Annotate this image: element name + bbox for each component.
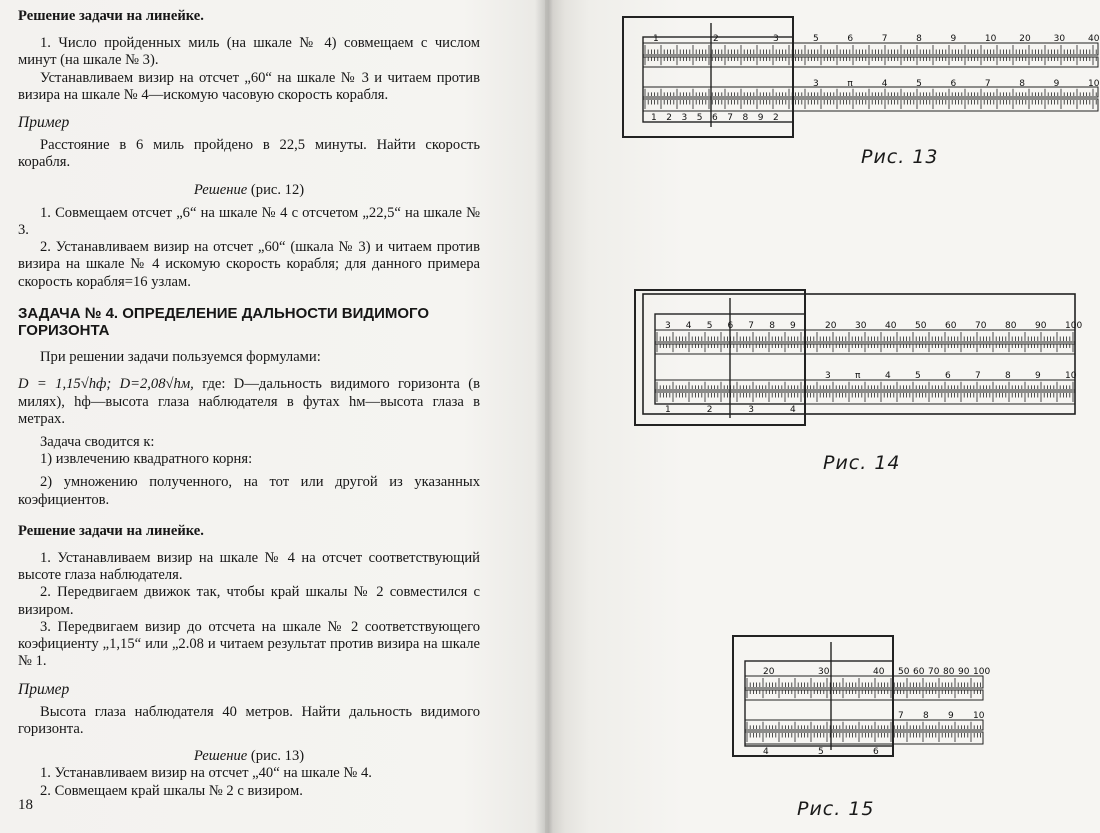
- upper-stator-label: 90: [958, 667, 970, 677]
- solution-2-step1: 1. Устанавливаем визир на отсчет „40“ на шкале № 4.: [40, 765, 372, 782]
- slide-rule-13-svg: [623, 17, 1098, 137]
- lower-stator-label: 6: [950, 79, 957, 89]
- lower-slide-label: 3: [748, 405, 755, 415]
- upper-stator-label: 40: [885, 321, 897, 331]
- lower-stator-label: π: [855, 371, 861, 381]
- solution-1-ref: (рис. 12): [250, 181, 305, 198]
- upper-stator-label: 8: [916, 34, 922, 44]
- lower-slide-label: 2: [773, 113, 779, 123]
- formulas-intro: При решении задачи пользуемся формулами:: [40, 349, 321, 366]
- lower-slide-label: 8: [742, 113, 749, 123]
- upper-slide-label: 2: [713, 34, 719, 44]
- upper-slide-label: 7: [748, 321, 755, 331]
- step-1b: Устанавливаем визир на отсчет „60“ на шкале № 3 и читаем против визира на шкале № 4—искомую часовую скорость корабля.: [18, 69, 480, 103]
- solution-2-label: Решение: [193, 748, 248, 765]
- upper-slide-label: 8: [769, 321, 775, 331]
- formula-paragraph: [18, 376, 480, 428]
- lower-slide-label: 7: [727, 113, 734, 123]
- solution-heading-1: Решение задачи на линейке.: [18, 8, 204, 24]
- lower-slide-label: 2: [666, 113, 673, 123]
- lower-slide-label: 5: [696, 113, 703, 123]
- upper-slide-label: 1: [653, 34, 659, 44]
- solution-2-heading: [18, 748, 480, 765]
- upper-stator-label: 60: [913, 667, 925, 677]
- upper-slide-label: 4: [685, 321, 692, 331]
- lower-stator-label: 5: [916, 79, 922, 89]
- upper-slide-label: 3: [665, 321, 671, 331]
- ruler-step-3: 3. Передвигаем визир до отсчета на шкале № 2 соответствующего коэфициенту „1,15“ или „2.08 и читаем результат против визира на шкале № 1.: [18, 618, 480, 670]
- lower-stator-label: 7: [898, 711, 904, 721]
- upper-stator-label: 70: [975, 321, 987, 331]
- solution-1-step2: 2. Устанавливаем визир на отсчет „60“ (шкала № 3) и читаем против визира на шкале № 4 искомую скорость корабля; для данного примера скорость корабля=16 узлам.: [18, 239, 480, 290]
- upper-stator-label: 90: [1035, 321, 1047, 331]
- upper-slide-label: 30: [818, 667, 830, 677]
- upper-slide-label: 9: [790, 321, 796, 331]
- step-1a: 1. Число пройденных миль (на шкале № 4) совмещаем с числом минут (на шкале № 3).: [18, 35, 480, 69]
- upper-stator-label: 20: [825, 321, 837, 331]
- upper-stator-label: 100: [973, 667, 991, 677]
- formula: D = 1,15√hф; D=2,08√hм,: [18, 376, 194, 393]
- lower-stator-label: π: [847, 79, 853, 89]
- upper-slide-label: 6: [727, 321, 734, 331]
- example-2-label: Пример: [18, 680, 70, 698]
- solution-1-step1: 1. Совмещаем отсчет „6“ на шкале № 4 с отсчетом „22,5“ на шкале № 3.: [18, 204, 480, 239]
- lower-slide-label: 5: [818, 747, 824, 757]
- lower-stator-label: 4: [881, 79, 888, 89]
- reduce-item-1: 1) извлечению квадратного корня:: [40, 451, 253, 468]
- ruler-step-1: 1. Устанавливаем визир на шкале № 4 на отсчет соответствующий высоте глаза наблюдателя.: [18, 550, 480, 584]
- upper-stator-label: 50: [898, 667, 910, 677]
- book-spine-shadow: [535, 0, 565, 833]
- slide-rule-14-svg: [635, 290, 1083, 425]
- upper-slide-label: 40: [873, 667, 885, 677]
- solution-heading-2: Решение задачи на линейке.: [18, 522, 204, 539]
- upper-slide-label: 20: [763, 667, 775, 677]
- lower-slide-label: 2: [706, 405, 713, 415]
- lower-stator-label: 4: [885, 371, 891, 381]
- lower-slide-label: 6: [712, 113, 718, 123]
- upper-stator-label: 5: [813, 34, 819, 44]
- lower-stator-label: 8: [1005, 371, 1011, 381]
- lower-slide-label: 6: [873, 747, 879, 757]
- lower-stator-label: 8: [1019, 79, 1026, 89]
- task-title-line1: ЗАДАЧА № 4. ОПРЕДЕЛЕНИЕ ДАЛЬНОСТИ ВИДИМОГО: [18, 304, 430, 322]
- reduce-item-2: 2) умножению полученного, на тот или другой из указанных коэфициентов.: [18, 474, 480, 508]
- lower-slide-label: 9: [757, 113, 764, 123]
- figure-15-caption: Рис. 15: [797, 798, 875, 820]
- solution-1-heading: [18, 182, 480, 199]
- upper-stator-label: 30: [855, 321, 867, 331]
- lower-stator-label: 6: [945, 371, 951, 381]
- upper-stator-label: 40: [1088, 34, 1100, 44]
- example-1-text: Расстояние в 6 миль пройдено в 22,5 минуты. Найти скорость корабля.: [18, 137, 480, 171]
- upper-stator-label: 10: [984, 34, 997, 44]
- lower-stator-label: 7: [975, 371, 981, 381]
- lower-slide-label: 4: [790, 405, 796, 415]
- upper-stator-label: 6: [847, 34, 854, 44]
- slide-rule-figure-14: [635, 290, 1083, 425]
- example-1-label: Пример: [18, 114, 70, 132]
- upper-stator-label: 70: [928, 667, 940, 677]
- slide-rule-figure-15: [733, 636, 991, 757]
- right-page: [545, 0, 1100, 833]
- lower-stator-label: 3: [825, 371, 831, 381]
- formula-explain: где: D—дальность видимого горизонта (в милях), hф—высота глаза наблюдателя в футах hм—высота глаза в метрах.: [18, 376, 480, 427]
- upper-stator-label: 20: [1019, 34, 1031, 44]
- reduces-to: Задача сводится к:: [40, 434, 155, 451]
- slide-rule-figure-13: [623, 17, 1098, 137]
- lower-stator-label: 8: [923, 711, 929, 721]
- lower-slide-label: 1: [665, 405, 671, 415]
- figure-13-caption: Рис. 13: [861, 146, 939, 168]
- lower-slide-label: 4: [763, 747, 769, 757]
- upper-stator-label: 80: [1005, 321, 1017, 331]
- upper-stator-label: 7: [881, 34, 888, 44]
- lower-stator-label: 10: [1065, 371, 1077, 381]
- lower-stator-label: 7: [984, 79, 991, 89]
- left-page: [0, 0, 545, 833]
- lower-stator-label: 10: [973, 711, 985, 721]
- upper-stator-label: 60: [945, 321, 957, 331]
- slide-rule-15-svg: [733, 636, 991, 757]
- ruler-step-2: 2. Передвигаем движок так, чтобы край шкалы № 2 совместился с визиром.: [18, 584, 480, 618]
- upper-slide-label: 5: [706, 321, 713, 331]
- upper-stator-label: 50: [915, 321, 927, 331]
- lower-stator-label: 9: [1035, 371, 1041, 381]
- lower-stator-label: 9: [948, 711, 954, 721]
- upper-stator-label: 80: [943, 667, 955, 677]
- upper-stator-label: 30: [1053, 34, 1066, 44]
- task-title-line2: ГОРИЗОНТА: [18, 322, 110, 340]
- lower-stator-label: 10: [1088, 79, 1100, 89]
- lower-stator-label: 5: [915, 371, 921, 381]
- example-2-text: Высота глаза наблюдателя 40 метров. Найти дальность видимого горизонта.: [18, 703, 480, 737]
- lower-slide-label: 1: [651, 113, 657, 123]
- solution-2-ref: (рис. 13): [250, 748, 305, 765]
- page-number: 18: [18, 797, 33, 813]
- upper-stator-label: 9: [950, 34, 957, 44]
- lower-stator-label: 3: [813, 79, 819, 89]
- solution-1-label: Решение: [193, 181, 248, 198]
- lower-stator-label: 9: [1053, 79, 1060, 89]
- figure-14-caption: Рис. 14: [823, 452, 901, 474]
- upper-stator-label: 100: [1065, 321, 1083, 331]
- upper-slide-label: 3: [773, 34, 779, 44]
- solution-2-step2: 2. Совмещаем край шкалы № 2 с визиром.: [40, 782, 303, 799]
- left-text-column: [18, 8, 480, 800]
- lower-slide-label: 3: [681, 113, 688, 123]
